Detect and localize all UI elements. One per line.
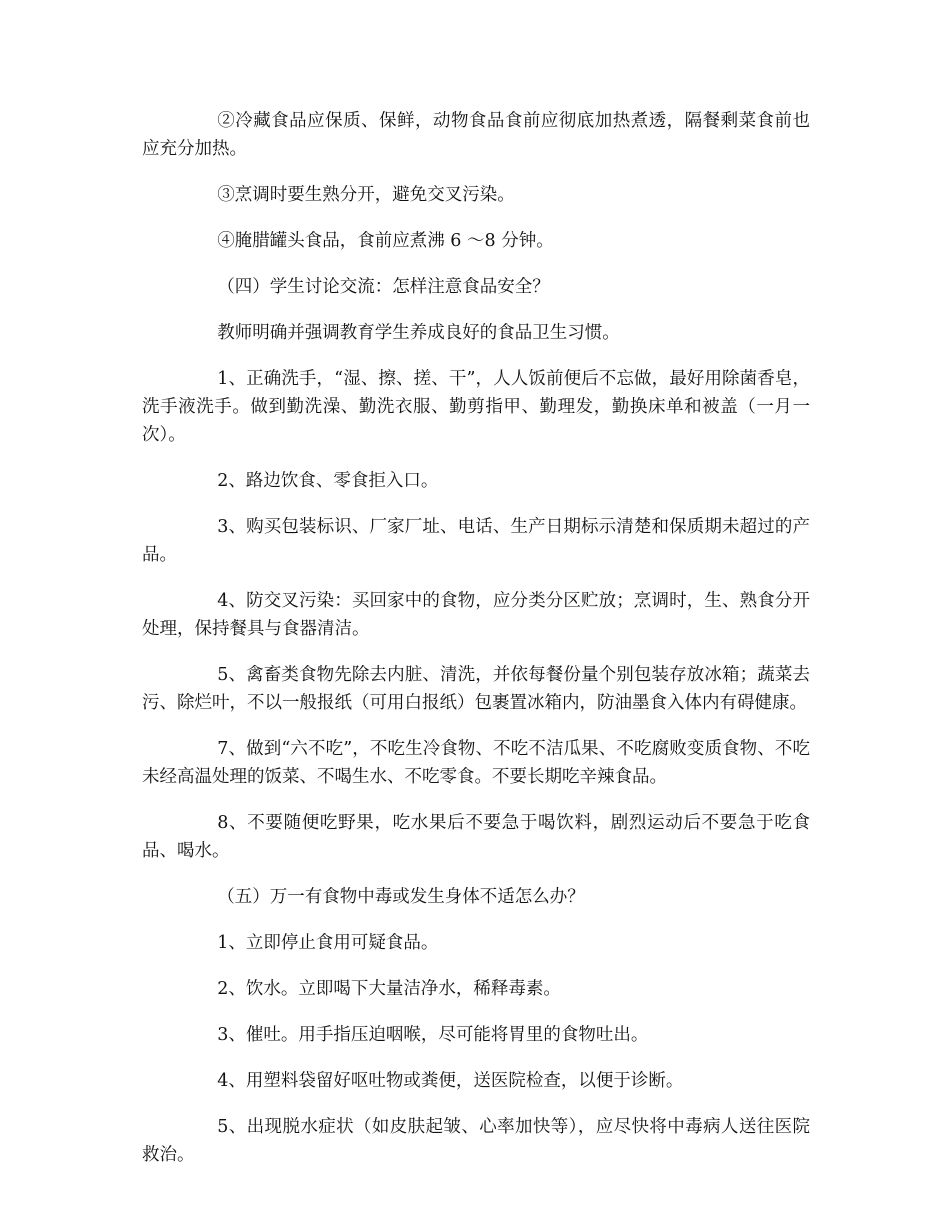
- list-item: 8、不要随便吃野果，吃水果后不要急于喝饮料，剧烈运动后不要急于吃食品、喝水。: [142, 813, 810, 861]
- paragraph: ②冷藏食品应保质、保鲜，动物食品食前应彻底加热煮透，隔餐剩菜食前也应充分加热。: [142, 111, 810, 159]
- paragraph: 教师明确并强调教育学生养成良好的食品卫生习惯。: [217, 323, 620, 343]
- list-item: 3、购买包装标识、厂家厂址、电话、生产日期标示清楚和保质期未超过的产品。: [142, 517, 810, 565]
- list-item: 5、出现脱水症状（如皮肤起皱、心率加快等），应尽快将中毒病人送往医院救治。: [142, 1117, 810, 1165]
- list-item: 4、防交叉污染：买回家中的食物，应分类分区贮放；烹调时，生、熟食分开处理，保持餐具与食器清洁。: [142, 591, 810, 639]
- section-heading: （五）万一有食物中毒或发生身体不适怎么办？: [217, 887, 585, 907]
- document-body: [142, 107, 810, 1187]
- list-item: 1、立即停止食用可疑食品。: [217, 933, 439, 953]
- list-item: 1、正确洗手，“湿、擦、搓、干”，人人饭前便后不忘做，最好用除菌香皂，洗手液洗手。做到勤洗澡、勤洗衣服、勤剪指甲、勤理发，勤换床单和被盖（一月一次）。: [142, 369, 810, 445]
- list-item: 4、用塑料袋留好呕吐物或粪便，送医院检查，以便于诊断。: [217, 1071, 684, 1091]
- list-item: 2、饮水。立即喝下大量洁净水，稀释毒素。: [217, 979, 561, 999]
- list-item: 5、禽畜类食物先除去内脏、清洗，并依每餐份量个别包装存放冰箱；蔬菜去污、除烂叶，不以一般报纸（可用白报纸）包裹置冰箱内，防油墨食入体内有碍健康。: [142, 665, 810, 713]
- section-heading: （四）学生讨论交流：怎样注意食品安全？: [217, 277, 550, 297]
- list-item: 3、催吐。用手指压迫咽喉，尽可能将胃里的食物吐出。: [217, 1025, 649, 1045]
- paragraph: ④腌腊罐头食品，食前应煮沸 6 ～8 分钟。: [217, 231, 554, 251]
- paragraph: ③烹调时要生熟分开，避免交叉污染。: [217, 185, 515, 205]
- list-item: 7、做到“六不吃”，不吃生冷食物、不吃不洁瓜果、不吃腐败变质食物、不吃未经高温处理的饭菜、不喝生水、不吃零食。不要长期吃辛辣食品。: [142, 739, 810, 787]
- list-item: 2、路边饮食、零食拒入口。: [217, 471, 439, 491]
